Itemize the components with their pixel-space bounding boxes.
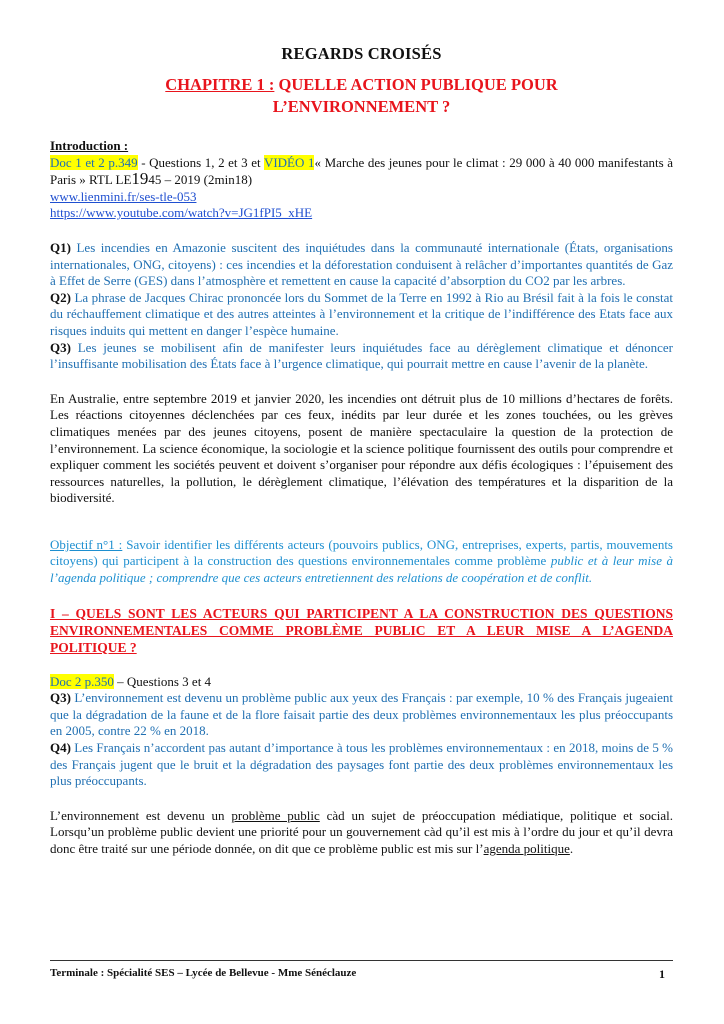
intro-doc-ref: Doc 1 et 2 p.349 xyxy=(50,154,138,170)
document-title: REGARDS CROISÉS xyxy=(281,44,442,63)
video-desc-a: « Marche des jeunes pour le climat : 29 000 à 40 000 manifestants à Paris » RTL LE xyxy=(50,154,674,188)
objective-label: Objectif n°1 : xyxy=(50,536,123,552)
doc2-answer-q4: Q4) Les Français n’accordent pas autant d’importance à tous les problèmes environnementaux : en 2018, moins de 5 % des Français jugent que le bruit et la dégradation des paysages font partie des deux problèmes environnementaux les plus préoccupants. xyxy=(50,740,673,789)
intro-heading: Introduction : xyxy=(50,138,129,153)
chapter-label: CHAPITRE 1 : xyxy=(165,75,275,94)
page-footer xyxy=(50,960,673,982)
video-label: VIDÉO 1 xyxy=(263,154,315,170)
objective-text-italic: public et à leur mise à l’agenda politique ; comprendre que ces acteurs entretiennent des relations de coopération et de conflit. xyxy=(50,553,674,586)
doc2-block xyxy=(50,674,673,691)
final-paragraph: L’environnement est devenu un problème public càd un sujet de préoccupation médiatique, politique et social. Lorsqu’un problème public devient une priorité pour un gouvernement càd qu’il est mis à l’ordre du jour et qu’il devra donc être traité sur une période donnée, on dit que ce problème public est mis sur l’agenda politique. xyxy=(50,807,673,856)
objective-block xyxy=(50,537,673,587)
intro-questions: - Questions 1, 2 et 3 et xyxy=(137,154,264,170)
term-probleme-public: problème public xyxy=(231,807,320,823)
answer-q1: Q1) Les incendies en Amazonie suscitent des inquiétudes dans la communauté internationale (États, organisations internationales, ONG, citoyens) : ces incendies et la déforestation conduisent à relâcher d’importantes quantités de Gaz à Effet de Serre (GES) dans l’atmosphère et remettent en cause la capacité d’absorption du CO2 par les arbres. xyxy=(50,239,673,289)
video-desc-b: 45 – 2019 (2min18) xyxy=(148,172,253,188)
term-agenda-politique: agenda politique xyxy=(483,841,570,856)
chapter-title xyxy=(50,74,673,118)
page-number: 1 xyxy=(659,967,665,981)
video-num: 19 xyxy=(131,169,149,189)
paragraph-australia: En Australie, entre septembre 2019 et janvier 2020, les incendies ont détruit plus de 10 millions d’hectares de forêts. Les réactions citoyennes déclenchées par ces feux, inédits par leur durée et les zones touchées, ou les grèves climatiques menées par des jeunes citoyens, posent de manière spectaculaire la question de la protection de l’environnement. La science économique, la sociologie et la science politique fournissent des outils pour comprendre et expliquer comment les sociétés peuvent et doivent s’organiser pour répondre aux défis écologiques : l’épuisement des ressources naturelles, la pollution, le dérèglement climatique, l’élévation des températures et la disparition de la biodiversité. xyxy=(50,390,673,506)
chapter-title-line1: QUELLE ACTION PUBLIQUE POUR xyxy=(274,75,558,94)
objective-text: Savoir identifier les différents acteurs (pouvoirs publics, ONG, entreprises, experts, partis, mouvements citoyens) qui participent à la construction des questions environnementales comme problème xyxy=(50,536,673,569)
doc2-answer-q3: Q3) L’environnement est devenu un problème public aux yeux des Français : par exemple, 10 % des Français jugeaient que la dégradation de la faune et de la flore faisait partie des deux problèmes environnementaux les plus préoccupants en 2005, contre 22 % en 2018. xyxy=(50,690,673,739)
intro-block xyxy=(50,138,673,222)
answer-q3: Q3) Les jeunes se mobilisent afin de manifester leurs inquiétudes face au dérèglement climatique et dénoncer l’insuffisante mobilisation des États face à l’urgence climatique, qui pourrait mettre en cause l’avenir de la planète. xyxy=(50,339,673,372)
intro-answers xyxy=(50,240,673,373)
doc2-questions: – Questions 3 et 4 xyxy=(113,673,212,689)
doc2-ref: Doc 2 p.350 xyxy=(50,673,114,689)
footer-text: Terminale : Spécialité SES – Lycée de Bellevue - Mme Sénéclauze xyxy=(50,967,357,979)
youtube-link[interactable]: https://www.youtube.com/watch?v=JG1fPI5_xHE xyxy=(50,205,313,221)
chapter-title-line2: L’ENVIRONNEMENT ? xyxy=(272,97,451,116)
lienmini-link[interactable]: www.lienmini.fr/ses-tle-053 xyxy=(50,188,197,204)
answer-q2: Q2) La phrase de Jacques Chirac prononcée lors du Sommet de la Terre en 1992 à Rio au Brésil fait à la fois le constat du réchauffement climatique et des autres atteintes à l’environnement et la critique de l’indifférence des Etats face aux risques induits qui mettent en danger l’espèce humaine. xyxy=(50,289,673,338)
doc2-answers xyxy=(50,690,673,790)
document-page xyxy=(50,44,673,858)
section-title: I – QUELS SONT LES ACTEURS QUI PARTICIPENT A LA CONSTRUCTION DES QUESTIONS ENVIRONNEMENTALES COMME PROBLÈME PUBLIC ET A LEUR MISE A L’AGENDA POLITIQUE ? xyxy=(50,605,673,655)
